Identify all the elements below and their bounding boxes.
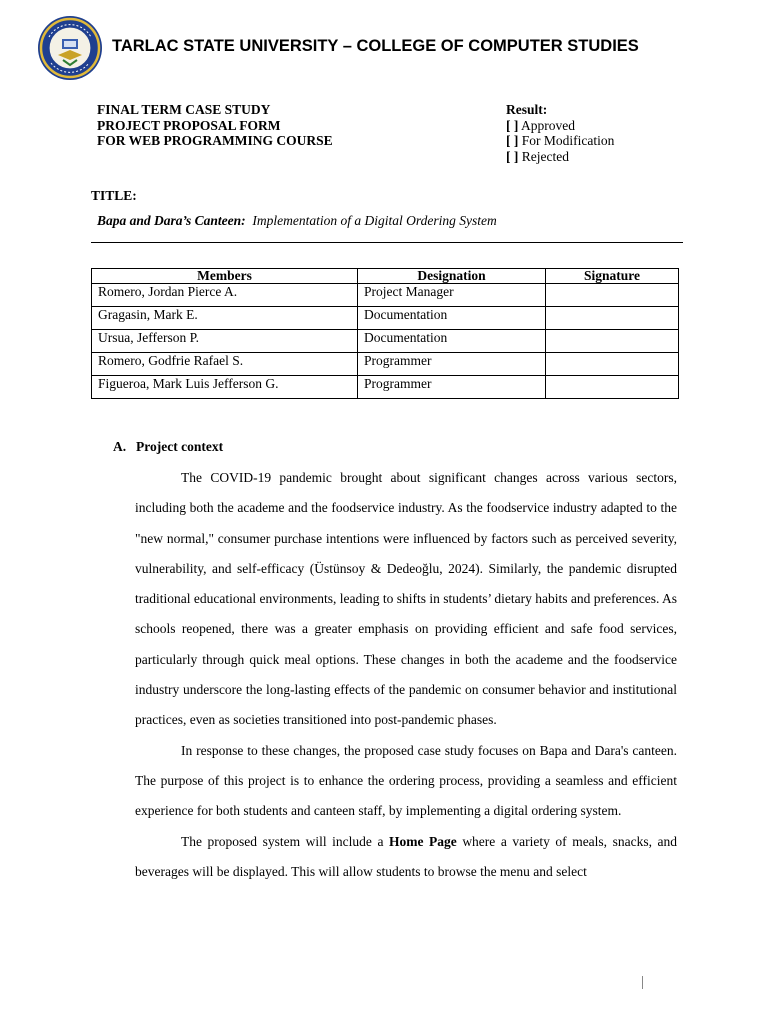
form-line: PROJECT PROPOSAL FORM [97,117,281,133]
checkbox[interactable]: [ ] [506,133,519,148]
checkbox[interactable]: [ ] [506,117,519,133]
result-option-approved[interactable] [506,118,614,134]
member-cell: Romero, Jordan Pierce A. [92,284,358,307]
page-number-marker [642,976,643,989]
university-header-title: TARLAC STATE UNIVERSITY – COLLEGE OF COMPUTER STUDIES [112,37,639,55]
checkbox[interactable]: [ ] [506,148,519,164]
project-context-body [135,463,677,887]
paragraph: In response to these changes, the proposed case study focuses on Bapa and Dara's canteen. The purpose of this project is to enhance the ordering process, providing a seamless and efficient experience for both students and canteen staff, by implementing a digital ordering system. [135,742,677,819]
column-header-members: Members [92,269,358,284]
table-row [92,330,679,353]
signature-cell [546,307,679,330]
project-subtitle: Implementation of a Digital Ordering System [252,213,497,228]
member-cell: Figueroa, Mark Luis Jefferson G. [92,376,358,399]
signature-cell [546,330,679,353]
member-cell: Romero, Godfrie Rafael S. [92,353,358,376]
section-letter: A. [113,439,127,454]
table-row [92,376,679,399]
paragraph-text: where a variety of meals, snacks, and beverages will be displayed. This will allow students to browse the menu and select [135,833,677,879]
result-option-label: Rejected [521,148,569,164]
paragraph-text: The proposed system will include a [181,833,384,849]
signature-cell [546,284,679,307]
table-header-row [92,269,679,284]
result-option-label: For Modification [521,133,615,148]
section-a-heading [113,439,223,455]
result-option-label: Approved [521,117,576,133]
paragraph [135,827,677,888]
designation-cell: Project Manager [358,284,546,307]
table-row [92,284,679,307]
signature-cell [546,353,679,376]
paragraph-bold-term: Home Page [388,833,457,849]
table-row [92,353,679,376]
column-header-designation: Designation [358,269,546,284]
paragraph: The COVID-19 pandemic brought about significant changes across various sectors, including both the academe and the foodservice industry. As the foodservice industry adapted to the "new normal," consumer purchase intentions were influenced by factors such as perceived severity, vulnerability, and self-efficacy (Üstünsoy & Dedeoğlu, 2024). Similarly, the pandemic disrupted traditional educational environments, leading to shifts in students’ dietary habits and preferences. As schools reopened, there was a greater emphasis on providing efficient and safe food services, particularly through quick meal options. These changes in both the academe and the foodservice industry underscore the long-lasting effects of the pandemic on consumer behavior and institutional practices, even as societies transitioned into post-pandemic phases. [135,470,677,728]
form-line: FINAL TERM CASE STUDY [97,102,271,117]
project-title [97,213,497,229]
form-line: FOR WEB PROGRAMMING COURSE [97,133,333,148]
result-block [506,102,614,164]
member-cell: Ursua, Jefferson P. [92,330,358,353]
result-option-for-modification[interactable] [506,133,614,149]
designation-cell: Documentation [358,307,546,330]
signature-cell [546,376,679,399]
table-row [92,307,679,330]
member-cell: Gragasin, Mark E. [92,307,358,330]
result-option-rejected[interactable] [506,149,614,165]
project-name: Bapa and Dara’s Canteen: [97,213,246,228]
result-label: Result: [506,102,548,117]
university-seal-logo [37,15,103,81]
designation-cell: Programmer [358,376,546,399]
designation-cell: Documentation [358,330,546,353]
section-title: Project context [136,439,224,454]
title-divider [91,242,683,243]
members-table [91,268,679,399]
designation-cell: Programmer [358,353,546,376]
title-label: TITLE: [91,188,137,203]
form-title-block [97,102,333,149]
column-header-signature: Signature [546,269,679,284]
